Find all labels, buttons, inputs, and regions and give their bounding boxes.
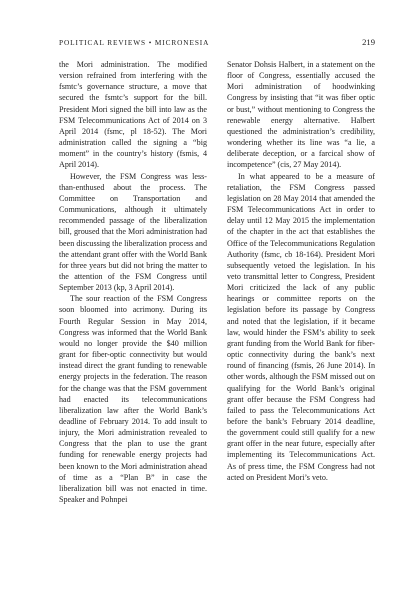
running-head-title: POLITICAL REVIEWS • MICRONESIA xyxy=(59,38,210,47)
paragraph: However, the FSM Congress was less-than-enthused about the process. The Committee on Transportation and Communications, although it ultimately recommended passage of the liberalization bill, groused that the Mori administration had been discussing the liberalization process and the attendant grant offer with the World Bank for three years but did not bring the matter to the attention of the FSM Congress until September 2013 (kp, 3 April 2014). xyxy=(59,171,207,293)
left-column xyxy=(59,59,207,505)
page-number: 219 xyxy=(362,37,375,47)
paragraph: the Mori administration. The modified version refrained from interfering with the fsmtc’s governance structure, a move that secured the fsmtc’s support for the bill. President Mori signed the bill into law as the FSM Telecommunications Act of 2014 on 3 April 2014 (fsmc, pl 18-52). The Mori administration called the signing a “big moment” in the country’s history (fsmis, 4 April 2014). xyxy=(59,60,207,170)
paragraph: Senator Dohsis Halbert, in a statement on the floor of Congress, essentially accused the Mori administration of hoodwinking Congress by insisting that “it was fiber optic or bust,” without mentioning to Congress the renewable energy alternative. Halbert questioned the administration’s credibility, wondering whether its line was “a lie, a deliberate deception, or a farcical show of incompetence” (cis, 27 May 2014). xyxy=(227,60,375,170)
right-column xyxy=(227,59,375,483)
paragraph: The sour reaction of the FSM Congress soon bloomed into acrimony. During its Fourth Regular Session in May 2014, Congress was informed that the World Bank would no longer provide the $40 million grant for fiber-optic connectivity but would instead direct the grant funding to renewable energy projects in the federation. The reason for the change was that the FSM government had enacted its telecommunications liberalization law after the World Bank’s deadline of February 2014. To add insult to injury, the Mori administration revealed to Congress that the plan to use the grant funding for renewable energy projects had been known to the Mori administration ahead of time as a “Plan B” in case the liberalization bill was not enacted in time. Speaker and Pohnpei xyxy=(59,294,207,505)
running-header xyxy=(59,37,375,51)
paragraph: In what appeared to be a measure of retaliation, the FSM Congress passed legislation on 28 May 2014 that amended the FSM Telecommunications Act in order to delay until 12 May 2015 the implementation of the chapter in the act that establishes the Office of the Telecommunications Regulation Authority (fsmc, cb 18-164). President Mori subsequently vetoed the legislation. In his veto transmittal letter to Congress, President Mori criticized the lack of any public hearings or committee reports on the legislation before its passage by Congress and noted that the legislation, if it became law, would hinder the FSM’s ability to seek grant funding from the World Bank for fiber-optic connectivity during the bank’s next round of financing (fsmis, 26 June 2014). In other words, although the FSM missed out on qualifying for the World Bank’s original grant offer because the FSM Congress had failed to pass the Telecommunications Act before the bank’s February 2014 deadline, the government could still qualify for a new grant offer in the near future, especially after implementing its Telecommunications Act. As of press time, the FSM Congress had not acted on President Mori’s veto. xyxy=(227,171,375,482)
